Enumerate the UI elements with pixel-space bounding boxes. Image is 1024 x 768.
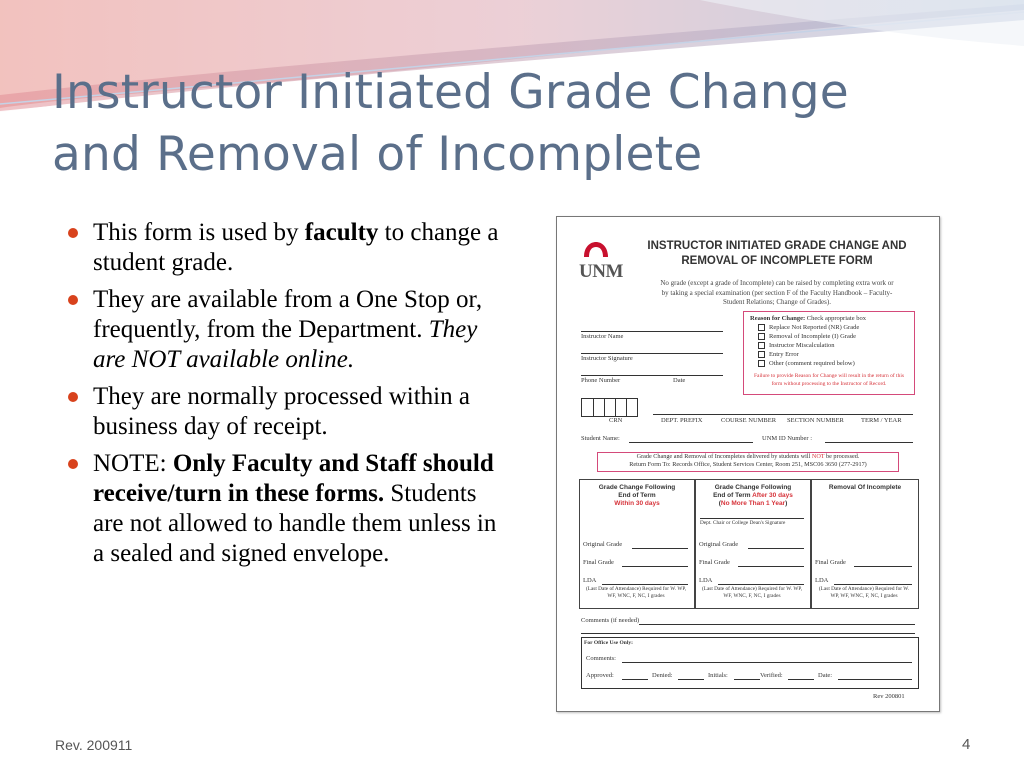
checkbox [758, 351, 765, 358]
column-header [696, 484, 810, 508]
unm-logo-text: UNM [579, 261, 623, 282]
column-header [812, 484, 918, 492]
form-intro: No grade (except a grade of Incomplete) can be raised by completing extra work or by taking a special examination (per section F of the Faculty Handbook – Faculty-Student Relations; Change of Grades). [660, 279, 894, 306]
notice-text: be processed. [824, 453, 860, 460]
reason-option-label: Instructor Miscalculation [769, 342, 835, 349]
column-header-line: Grade Change Following [598, 484, 676, 491]
removal-of-incomplete-column [811, 479, 919, 609]
header-text: End of Term [713, 492, 753, 499]
header-text: After 30 days [752, 492, 793, 499]
lda-line [834, 584, 912, 585]
crn-label: CRN [609, 417, 623, 424]
column-header-line: Removal Of Incomplete [828, 484, 902, 491]
course-info-line [653, 414, 913, 415]
bullet-text: NOTE: [93, 450, 173, 477]
bullet-item [68, 449, 508, 569]
verified-label: Verified: [760, 672, 783, 679]
student-name-label: Student Name: [581, 435, 620, 442]
comments-needed-line [639, 624, 915, 625]
lda-label: LDA [815, 577, 829, 584]
reason-option [758, 342, 835, 349]
original-grade-line [632, 548, 688, 549]
course-number-label: COURSE NUMBER [721, 417, 777, 424]
bullet-item [68, 382, 508, 442]
bullet-bold: faculty [304, 219, 379, 246]
reason-option [758, 360, 855, 367]
reason-option [758, 351, 799, 358]
form-title: INSTRUCTOR INITIATED GRADE CHANGE AND REMOVAL OF INCOMPLETE FORM [647, 240, 907, 267]
form-rev-label: Rev 200801 [873, 693, 905, 700]
column-header-line: Grade Change Following [714, 484, 792, 491]
unm-id-line [825, 442, 913, 443]
grade-change-after-30-days-column [695, 479, 811, 609]
term-year-label: TERM / YEAR [861, 417, 902, 424]
bullet-italic: They are NOT available online. [93, 316, 478, 373]
bullet-list [68, 218, 508, 576]
final-grade-line [622, 566, 688, 567]
header-text: ) [785, 500, 788, 507]
notice-text: Grade Change and Removal of Incompletes delivered by students will [636, 453, 812, 460]
footer-revision: Rev. 200911 [55, 737, 133, 753]
phone-number-line [581, 375, 723, 376]
date2-label: Date: [818, 672, 833, 679]
lda-note: (Last Date of Attendance) Required for W. WP, WF, WNC, F, NC, I grades [701, 586, 803, 599]
reason-option-label: Replace Not Reported (NR) Grade [769, 324, 860, 331]
dept-chair-signature-line [700, 518, 804, 519]
slide-title [52, 62, 992, 186]
comments-needed-label: Comments (if needed) [581, 617, 640, 624]
bullet-text: They are normally processed within a business day of receipt. [93, 383, 470, 440]
final-grade-label: Final Grade [583, 559, 614, 566]
initials-line [734, 679, 760, 680]
initials-label: Initials: [708, 672, 728, 679]
office-comments-line [622, 662, 912, 663]
approved-line [622, 679, 648, 680]
reason-warning: Failure to provide Reason for Change will result in the return of this form without processing to the Instructor of Record. [754, 373, 904, 387]
final-grade-line [738, 566, 804, 567]
unm-logo-icon [583, 241, 609, 257]
notice-line-1 [598, 453, 898, 461]
reason-header-label: Reason for Change: [750, 315, 806, 322]
slide-number: 4 [962, 736, 971, 753]
delivery-notice [597, 452, 899, 472]
bullet-text: They are available from a One Stop or, frequently, from the Department. [93, 286, 483, 343]
dept-chair-label: Dept. Chair or College Dean's Signature [700, 520, 786, 526]
reason-option [758, 324, 859, 331]
bullet-text: This form is used by [93, 219, 305, 246]
reason-option-label: Other (comment required below) [769, 360, 855, 367]
verified-line [788, 679, 814, 680]
final-grade-line [854, 566, 912, 567]
office-use-box [581, 637, 919, 689]
column-header-line [696, 492, 810, 500]
column-header-line: Within 30 days [614, 500, 660, 507]
comments-needed-line-2 [581, 633, 915, 634]
original-grade-line [748, 548, 804, 549]
bullet-text: Students are not allowed to handle them unless in a sealed and signed envelope. [93, 480, 497, 567]
instructor-name-line [581, 331, 723, 332]
lda-line [602, 584, 688, 585]
instructor-signature-label: Instructor Signature [581, 355, 633, 362]
grade-change-within-30-days-column [579, 479, 695, 609]
slide-title-line-2: and Removal of Incomplete [52, 127, 703, 182]
final-grade-label: Final Grade [815, 559, 846, 566]
original-grade-label: Original Grade [583, 541, 623, 548]
approved-label: Approved: [586, 672, 614, 679]
bullet-text: to change a student grade. [93, 219, 499, 276]
lda-note: (Last Date of Attendance) Required for W. WP, WF, WNC, F, NC, I grades [585, 586, 687, 599]
lda-line [718, 584, 804, 585]
lda-label: LDA [699, 577, 713, 584]
date2-line [838, 679, 912, 680]
denied-label: Denied: [652, 672, 673, 679]
checkbox [758, 360, 765, 367]
date-label: Date [673, 377, 686, 384]
reason-header [750, 315, 866, 322]
reason-hint: Check appropriate box [805, 315, 866, 322]
checkbox [758, 324, 765, 331]
unm-id-label: UNM ID Number : [762, 435, 813, 442]
reason-option-label: Removal of Incomplete (I) Grade [769, 333, 856, 340]
final-grade-label: Final Grade [699, 559, 730, 566]
reason-option-label: Entry Error [769, 351, 799, 358]
bullet-item [68, 218, 508, 278]
notice-line-2: Return Form To: Records Office, Student Services Center, Room 251, MSC06 3650 (277-2917) [629, 461, 867, 468]
instructor-signature-line [581, 353, 723, 354]
dept-prefix-label: DEPT. PREFIX [661, 417, 703, 424]
section-number-label: SECTION NUMBER [787, 417, 844, 424]
notice-not: NOT [811, 453, 825, 460]
student-name-line [629, 442, 753, 443]
header-text: No More Than 1 Year [720, 500, 786, 507]
form-image [556, 216, 940, 712]
lda-label: LDA [583, 577, 597, 584]
crn-boxes [581, 398, 638, 417]
office-use-label: For Office Use Only: [584, 640, 633, 646]
header-text: ( [718, 500, 721, 507]
denied-line [678, 679, 704, 680]
checkbox [758, 333, 765, 340]
bullet-bold: Only Faculty and Staff should receive/turn in these forms. [93, 450, 494, 507]
reason-option [758, 333, 856, 340]
original-grade-label: Original Grade [699, 541, 739, 548]
reason-for-change-box [743, 311, 915, 395]
column-header-line: End of Term [618, 492, 656, 499]
slide-title-line-1: Instructor Initiated Grade Change [52, 65, 849, 120]
lda-note: (Last Date of Attendance) Required for W. WP, WF, WNC, F, NC, I grades [818, 586, 910, 599]
column-header-line [696, 500, 810, 508]
bullet-item [68, 285, 508, 375]
column-header [580, 484, 694, 508]
phone-number-label: Phone Number [581, 377, 621, 384]
instructor-name-label: Instructor Name [581, 333, 624, 340]
office-comments-label: Comments: [586, 655, 616, 662]
checkbox [758, 342, 765, 349]
